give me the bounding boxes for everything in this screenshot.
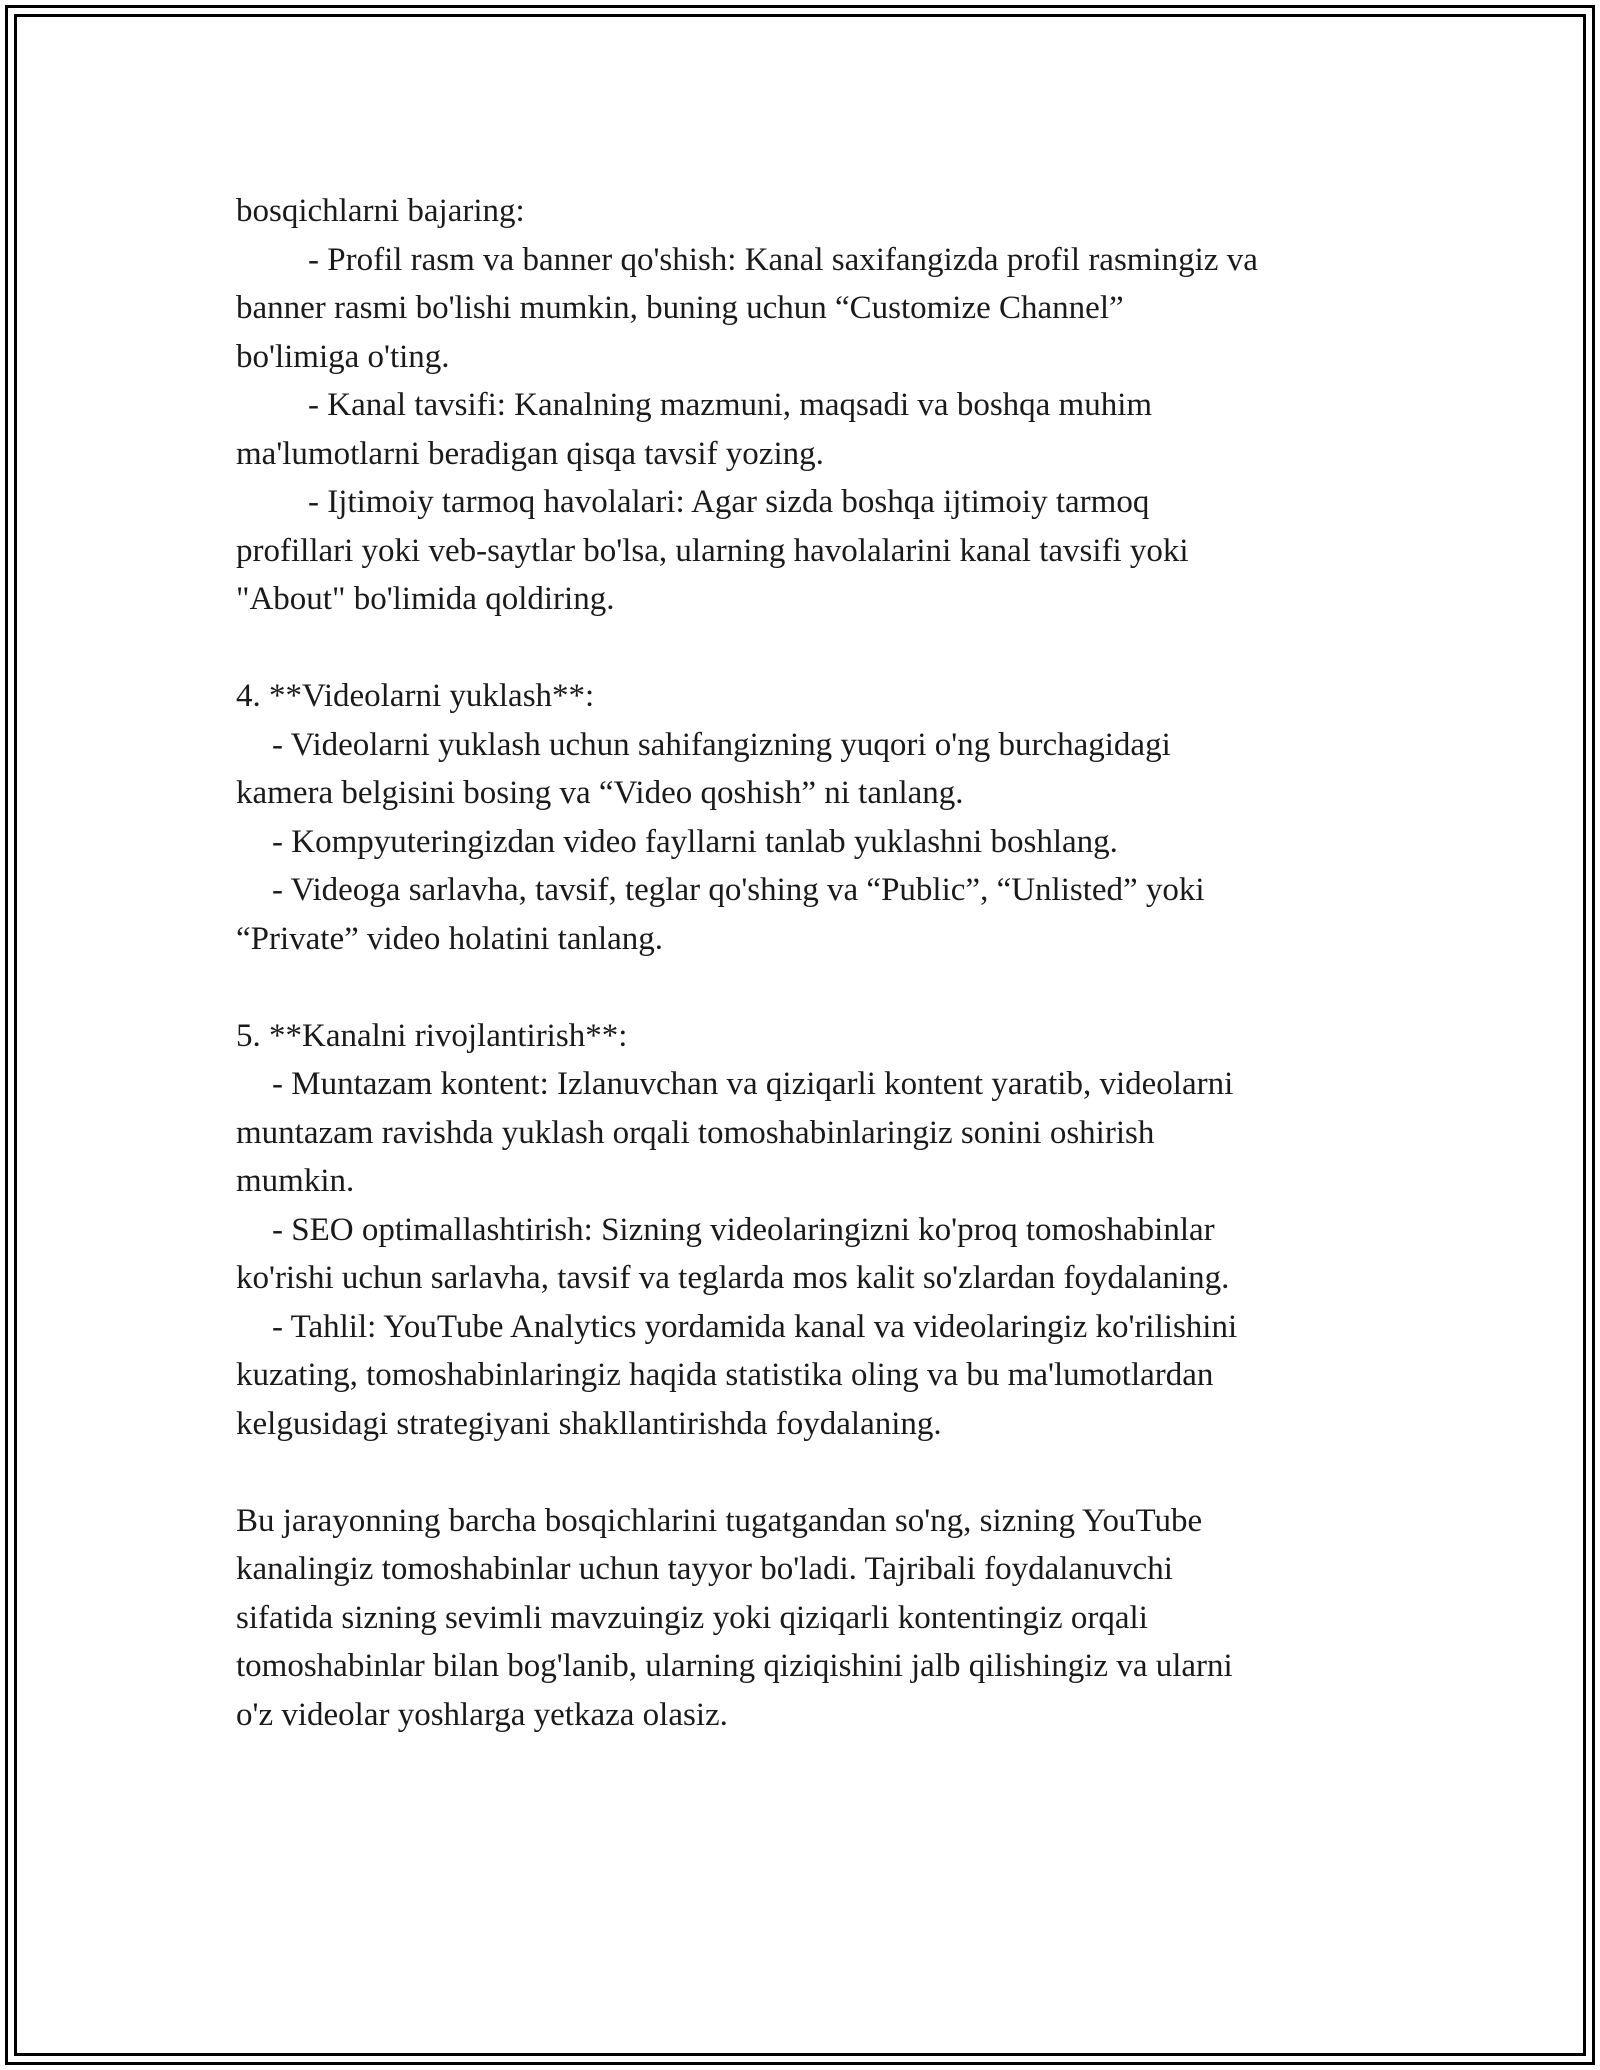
section-heading: 4. **Videolarni yuklash**:	[236, 678, 595, 714]
paragraph-spacer	[236, 963, 1386, 1012]
text-line: kamera belgisini bosing va “Video qoshish” ni tanlang.	[236, 775, 964, 811]
text-line: - Profil rasm va banner qo'shish: Kanal saxifangizda profil rasmingiz va	[308, 241, 1258, 278]
conclusion-paragraph	[236, 1497, 1386, 1740]
text-line: banner rasmi bo'lishi mumkin, buning uchun “Customize Channel”	[236, 290, 1124, 326]
section3-item-description	[236, 381, 1386, 478]
text-line: - Muntazam kontent: Izlanuvchan va qiziqarli kontent yaratib, videolarni	[272, 1066, 1234, 1102]
text-line: - Videoga sarlavha, tavsif, teglar qo'shing va “Public”, “Unlisted” yoki	[272, 872, 1205, 908]
paragraph-spacer	[236, 624, 1386, 673]
section5-item	[236, 1206, 1386, 1303]
section-heading: 5. **Kanalni rivojlantirish**:	[236, 1017, 628, 1054]
text-line: "About" bo'limida qoldiring.	[236, 581, 615, 617]
text-line: ko'rishi uchun sarlavha, tavsif va teglarda mos kalit so'zlardan foydalaning.	[236, 1260, 1230, 1296]
text-line: “Private” video holatini tanlang.	[236, 920, 664, 957]
intro-line: bosqichlarni bajaring:	[236, 193, 525, 229]
text-line: - SEO optimallashtirish: Sizning videolaringizni ko'proq tomoshabinlar	[272, 1211, 1215, 1248]
section5-item	[236, 1060, 1386, 1206]
text-line: - Kompyuteringizdan video fayllarni tanlab yuklashni boshlang.	[272, 823, 1118, 860]
text-line: profillari yoki veb-saytlar bo'lsa, ularning havolalarini kanal tavsifi yoki	[236, 532, 1189, 569]
text-line: kuzating, tomoshabinlaringiz haqida statistika oling va bu ma'lumotlardan	[236, 1357, 1214, 1393]
section3-item-profile	[236, 236, 1386, 382]
text-line: muntazam ravishda yuklash orqali tomoshabinlaringiz sonini oshirish	[236, 1114, 1155, 1151]
section4-item	[236, 818, 1386, 867]
section3-item-social-links	[236, 478, 1386, 624]
paragraph-spacer	[236, 1448, 1386, 1497]
section5-item	[236, 1303, 1386, 1449]
text-line: ma'lumotlarni beradigan qisqa tavsif yozing.	[236, 435, 824, 472]
text-line: tomoshabinlar bilan bog'lanib, ularning qiziqishini jalb qilishingiz va ularni	[236, 1648, 1233, 1684]
text-line: - Ijtimoiy tarmoq havolalari: Agar sizda boshqa ijtimoiy tarmoq	[308, 484, 1150, 520]
text-line: o'z videolar yoshlarga yetkaza olasiz.	[236, 1696, 728, 1733]
section4-item	[236, 721, 1386, 818]
text-line: kanalingiz tomoshabinlar uchun tayyor bo'ladi. Tajribali foydalanuvchi	[236, 1551, 1173, 1587]
text-line: bo'limiga o'ting.	[236, 338, 450, 375]
text-line: - Videolarni yuklash uchun sahifangizning yuqori o'ng burchagidagi	[272, 726, 1171, 763]
text-line: Bu jarayonning barcha bosqichlarini tugatgandan so'ng, sizning YouTube	[236, 1502, 1203, 1539]
section-4	[236, 672, 1386, 963]
text-line: - Tahlil: YouTube Analytics yordamida kanal va videolaringiz ko'rilishini	[272, 1308, 1238, 1345]
text-line: mumkin.	[236, 1163, 355, 1199]
section-5	[236, 1012, 1386, 1449]
section4-item	[236, 866, 1386, 963]
text-line: - Kanal tavsifi: Kanalning mazmuni, maqsadi va boshqa muhim	[308, 387, 1153, 423]
document-body	[236, 187, 1386, 1739]
text-line: kelgusidagi strategiyani shakllantirishda foydalaning.	[236, 1405, 942, 1442]
text-line: sifatida sizning sevimli mavzuingiz yoki qiziqarli kontentingiz orqali	[236, 1599, 1148, 1636]
